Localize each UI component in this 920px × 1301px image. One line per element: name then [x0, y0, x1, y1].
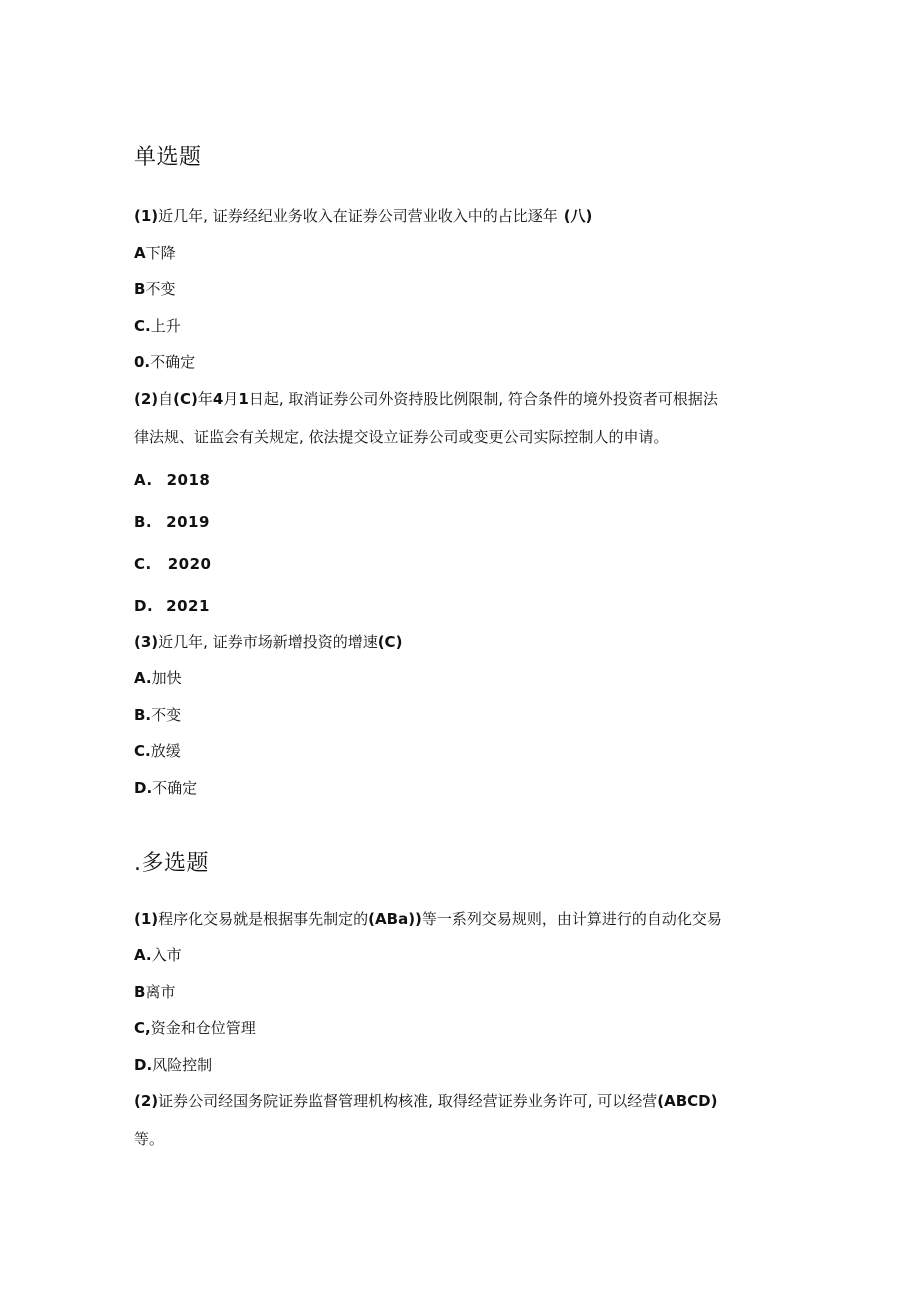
question-text: 自 [158, 390, 174, 408]
option-text: 不变 [145, 280, 176, 298]
option-key: A. [134, 471, 153, 489]
question-2-line-1 [134, 1091, 717, 1111]
question-number: (2) [134, 390, 159, 408]
answer: (C) [377, 633, 403, 651]
month-number: 4 [212, 390, 224, 408]
question-1 [134, 909, 722, 929]
question-number: (3) [134, 633, 159, 651]
question-2-line-2: 律法规、证监会有关规定, 依法提交设立证券公司或变更公司实际控制人的申请。 [134, 428, 669, 446]
option-a [134, 243, 176, 263]
option-text: 不确定 [152, 779, 198, 797]
question-1 [134, 206, 592, 226]
option-text: 入市 [151, 946, 182, 964]
option-key: A [134, 244, 146, 262]
option-text: 离市 [145, 983, 176, 1001]
option-b [134, 982, 175, 1002]
question-3 [134, 632, 402, 652]
option-key: C. [134, 742, 151, 760]
section-title-multiple-choice: .多选题 [134, 851, 209, 876]
option-d [134, 1055, 212, 1075]
question-number: (1) [134, 207, 159, 225]
option-text: 2019 [166, 513, 210, 531]
option-c [134, 554, 211, 574]
option-key: C. [134, 555, 152, 573]
option-b [134, 512, 210, 532]
option-key: 0. [134, 353, 151, 371]
question-number: (1) [134, 910, 159, 928]
option-key: A. [134, 669, 152, 687]
option-d [134, 596, 210, 616]
section-title-single-choice: 单选题 [134, 145, 202, 170]
option-text: 下降 [145, 244, 176, 262]
answer: (八) [563, 207, 593, 225]
answer: (C) [173, 390, 198, 408]
option-key: D. [134, 1056, 153, 1074]
option-b [134, 279, 175, 299]
option-key: B [134, 983, 146, 1001]
option-text: 加快 [151, 669, 182, 687]
option-c [134, 316, 181, 336]
question-text: 等一系列交易规则，由计算进行的自动化交易 [421, 910, 722, 928]
option-text: 不变 [151, 706, 182, 724]
option-b [134, 705, 181, 725]
day-number: 1 [238, 390, 249, 408]
option-c [134, 1018, 256, 1038]
question-2-line-2: 等。 [134, 1130, 165, 1148]
question-2-line-1 [134, 389, 718, 409]
question-text: 近几年, 证券市场新增投资的增速 [158, 633, 378, 651]
question-text: 程序化交易就是根据事先制定的 [158, 910, 369, 928]
option-text: 2020 [167, 555, 212, 573]
question-text: 证券公司经国务院证券监督管理机构核准, 取得经营证券业务许可, 可以经营 [158, 1092, 658, 1110]
question-text: 月 [223, 390, 239, 408]
option-a [134, 945, 182, 965]
question-text: 日起, 取消证券公司外资持股比例限制, 符合条件的境外投资者可根据法 [248, 390, 718, 408]
option-text: 不确定 [150, 353, 196, 371]
option-d [134, 778, 197, 798]
option-text: 2018 [166, 471, 211, 489]
option-text: 资金和仓位管理 [150, 1019, 256, 1037]
option-text: 上升 [150, 317, 181, 335]
question-text: 近几年, 证券经纪业务收入在证券公司营业收入中的占比逐年 [158, 207, 558, 225]
option-key: C, [134, 1019, 151, 1037]
option-text: 2021 [166, 597, 210, 615]
option-key: B [134, 280, 146, 298]
option-key: A. [134, 946, 152, 964]
option-c [134, 741, 181, 761]
question-number: (2) [134, 1092, 159, 1110]
option-a [134, 668, 182, 688]
answer: (ABa)) [368, 910, 422, 928]
option-text: 风险控制 [152, 1056, 213, 1074]
question-text: 年 [197, 390, 213, 408]
option-text: 放缓 [150, 742, 181, 760]
option-a [134, 470, 210, 490]
option-key: D. [134, 779, 153, 797]
option-d [134, 352, 195, 372]
answer: (ABCD) [657, 1092, 718, 1110]
option-key: C. [134, 317, 151, 335]
option-key: B. [134, 513, 153, 531]
option-key: D. [134, 597, 154, 615]
option-key: B. [134, 706, 152, 724]
